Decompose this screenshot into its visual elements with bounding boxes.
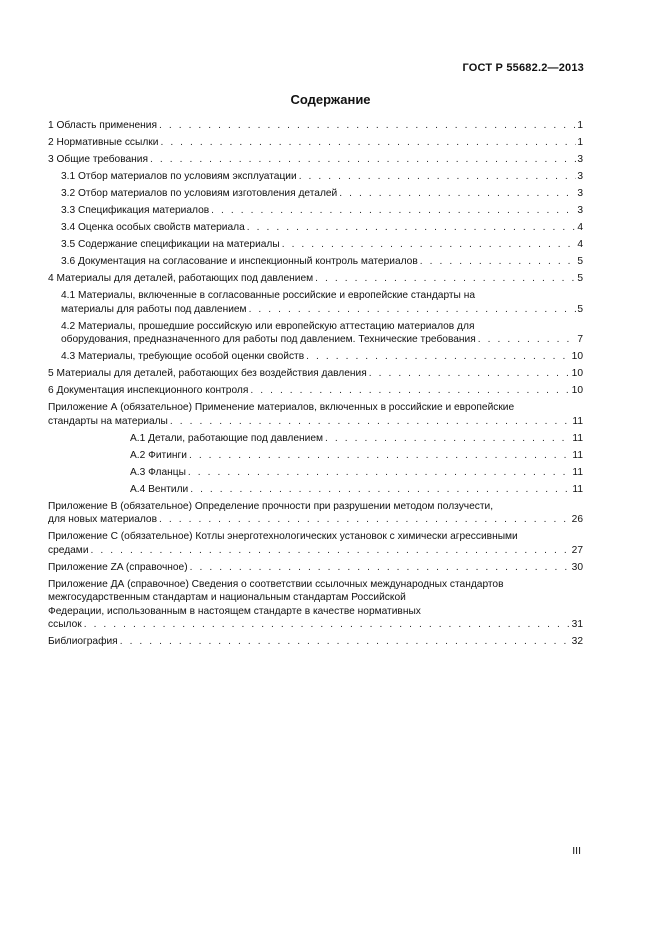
toc-entry-title: для новых материалов bbox=[48, 514, 158, 525]
toc-entry[interactable] bbox=[48, 367, 583, 381]
toc-entry[interactable] bbox=[48, 530, 583, 557]
toc-entry-page: 11 bbox=[572, 432, 583, 444]
toc-entry-title: 5 Материалы для деталей, работающих без воздействия давления bbox=[48, 368, 367, 379]
toc-entry-title: 3.2 Отбор материалов по условиям изготовления деталей bbox=[61, 188, 338, 199]
toc-entry-page: 1 bbox=[577, 120, 583, 131]
toc-entry[interactable] bbox=[48, 204, 583, 218]
toc-entry-title: оборудования, предназначенного для работы под давлением. Технические требования bbox=[61, 334, 476, 345]
dot-leader bbox=[170, 415, 572, 429]
toc-entry-page: 1 bbox=[577, 137, 583, 148]
dot-leader bbox=[189, 449, 571, 463]
toc-entry-title: 3.3 Спецификация материалов bbox=[61, 205, 210, 216]
toc-entry-page: 3 bbox=[577, 188, 583, 199]
toc-entry-title: средами bbox=[48, 544, 89, 556]
toc-entry-title: 4.2 Материалы, прошедшие российскую или европейскую аттестацию материалов для bbox=[61, 320, 475, 332]
document-code: ГОСТ Р 55682.2—2013 bbox=[462, 62, 584, 74]
toc-entry-title: 4.1 Материалы, включенные в согласованные российские и европейские стандарты на bbox=[61, 290, 475, 301]
dot-leader bbox=[249, 303, 577, 317]
toc-entry-page: 30 bbox=[571, 561, 583, 573]
toc-entry-page: 3 bbox=[577, 154, 583, 165]
dot-leader bbox=[91, 544, 571, 558]
toc-entry-page: 10 bbox=[571, 385, 583, 396]
toc-entry-title: 3.6 Документация на согласование и инспекционный контроль материалов bbox=[61, 256, 418, 267]
toc-entry-page: 4 bbox=[577, 239, 583, 250]
toc-entry-title: Приложение ZA (справочное) bbox=[48, 561, 188, 573]
toc-entry-title: Приложение В (обязательное) Определение прочности при разрушении методом ползучести, bbox=[48, 500, 494, 512]
toc-entry[interactable] bbox=[48, 350, 583, 364]
toc-entry-page: 31 bbox=[571, 619, 583, 630]
dot-leader bbox=[339, 187, 576, 201]
dot-leader bbox=[369, 367, 571, 381]
toc-entry-page: 3 bbox=[577, 171, 583, 182]
toc-entry-title: 1 Область применения bbox=[48, 120, 157, 131]
dot-leader bbox=[282, 238, 577, 252]
toc-entry-title: 4.3 Материалы, требующие особой оценки свойств bbox=[61, 351, 305, 362]
toc-entry-title: Приложение А (обязательное) Применение материалов, включенных в российские и европейские bbox=[48, 402, 515, 413]
toc-entry-title: А.4 Вентили bbox=[130, 483, 189, 495]
toc-entry[interactable] bbox=[48, 320, 583, 347]
toc-entry[interactable] bbox=[48, 561, 583, 575]
dot-leader bbox=[160, 136, 576, 150]
toc-entry-page: 10 bbox=[571, 368, 583, 379]
page-title: Содержание bbox=[290, 92, 371, 107]
toc-entry-title: А.1 Детали, работающие под давлением bbox=[130, 432, 324, 444]
toc-entry-title: 3 Общие требования bbox=[48, 154, 149, 165]
toc-entry-page: 3 bbox=[577, 205, 583, 216]
toc-entry[interactable] bbox=[48, 432, 583, 446]
dot-leader bbox=[150, 153, 576, 167]
toc-entry-title: Библиография bbox=[48, 636, 118, 647]
toc-entry-page: 26 bbox=[571, 514, 583, 525]
toc-entry[interactable] bbox=[48, 221, 583, 235]
toc-entry-page: 11 bbox=[572, 483, 583, 495]
toc-entry[interactable] bbox=[48, 449, 583, 463]
toc-entry-page: 11 bbox=[572, 466, 583, 478]
toc-entry-title: материалы для работы под давлением bbox=[61, 303, 247, 315]
toc-entry-page: 10 bbox=[571, 351, 583, 362]
toc-entry-title: 2 Нормативные ссылки bbox=[48, 137, 159, 148]
toc-entry-title: 4 Материалы для деталей, работающих под давлением bbox=[48, 273, 314, 284]
toc-entry[interactable] bbox=[48, 289, 583, 316]
toc-entry[interactable] bbox=[48, 635, 583, 649]
toc-entry[interactable] bbox=[48, 272, 583, 286]
dot-leader bbox=[84, 618, 571, 632]
toc-entry-title: Приложение С (обязательное) Котлы энерготехнологических установок с химически агрессивными bbox=[48, 531, 518, 542]
toc-entry-title: Приложение ДА (справочное) Сведения о соответствии ссылочных международных стандартов bbox=[48, 578, 504, 590]
toc-entry-page: 5 bbox=[577, 303, 583, 315]
toc-entry-title: стандарты на материалы bbox=[48, 415, 168, 427]
toc-entry[interactable] bbox=[48, 401, 583, 428]
table-of-contents bbox=[48, 119, 583, 652]
toc-entry[interactable] bbox=[48, 136, 583, 150]
toc-entry[interactable] bbox=[48, 483, 583, 497]
toc-entry[interactable] bbox=[48, 500, 583, 527]
toc-entry-title: Федерации, использованным в настоящем стандарте в качестве нормативных bbox=[48, 605, 421, 617]
toc-entry-title: 3.5 Содержание спецификации на материалы bbox=[61, 239, 280, 250]
toc-entry-title: межгосударственным стандартам и национальным стандартам Российской bbox=[48, 592, 406, 603]
toc-entry[interactable] bbox=[48, 384, 583, 398]
dot-leader bbox=[120, 635, 571, 649]
dot-leader bbox=[420, 255, 577, 269]
dot-leader bbox=[250, 384, 570, 398]
toc-entry[interactable] bbox=[48, 170, 583, 184]
dot-leader bbox=[159, 513, 571, 527]
toc-entry-page: 4 bbox=[577, 222, 583, 233]
toc-entry-page: 11 bbox=[572, 449, 583, 461]
toc-entry[interactable] bbox=[48, 187, 583, 201]
dot-leader bbox=[325, 432, 571, 446]
dot-leader bbox=[190, 483, 571, 497]
dot-leader bbox=[211, 204, 576, 218]
dot-leader bbox=[315, 272, 576, 286]
toc-entry[interactable] bbox=[48, 578, 583, 632]
toc-entry-page: 5 bbox=[577, 273, 583, 284]
toc-entry[interactable] bbox=[48, 466, 583, 480]
toc-entry-page: 5 bbox=[577, 256, 583, 267]
toc-entry-page: 27 bbox=[571, 544, 583, 556]
toc-entry-title: А.3 Фланцы bbox=[130, 466, 186, 478]
toc-entry[interactable] bbox=[48, 153, 583, 167]
dot-leader bbox=[159, 119, 576, 133]
toc-entry-page: 7 bbox=[577, 334, 583, 345]
toc-entry[interactable] bbox=[48, 255, 583, 269]
toc-entry-title: 3.4 Оценка особых свойств материала bbox=[61, 222, 245, 233]
toc-entry-page: 11 bbox=[572, 415, 583, 427]
dot-leader bbox=[478, 333, 577, 347]
toc-entry-page: 32 bbox=[571, 636, 583, 647]
toc-entry[interactable] bbox=[48, 238, 583, 252]
toc-entry-title: 6 Документация инспекционного контроля bbox=[48, 385, 249, 396]
dot-leader bbox=[247, 221, 577, 235]
dot-leader bbox=[299, 170, 577, 184]
dot-leader bbox=[188, 466, 572, 480]
toc-entry-title: А.2 Фитинги bbox=[130, 449, 187, 461]
page-number: III bbox=[572, 845, 581, 857]
toc-entry-title: 3.1 Отбор материалов по условиям эксплуатации bbox=[61, 171, 297, 182]
toc-entry-title: ссылок bbox=[48, 619, 82, 630]
dot-leader bbox=[306, 350, 571, 364]
toc-entry[interactable] bbox=[48, 119, 583, 133]
dot-leader bbox=[190, 561, 571, 575]
